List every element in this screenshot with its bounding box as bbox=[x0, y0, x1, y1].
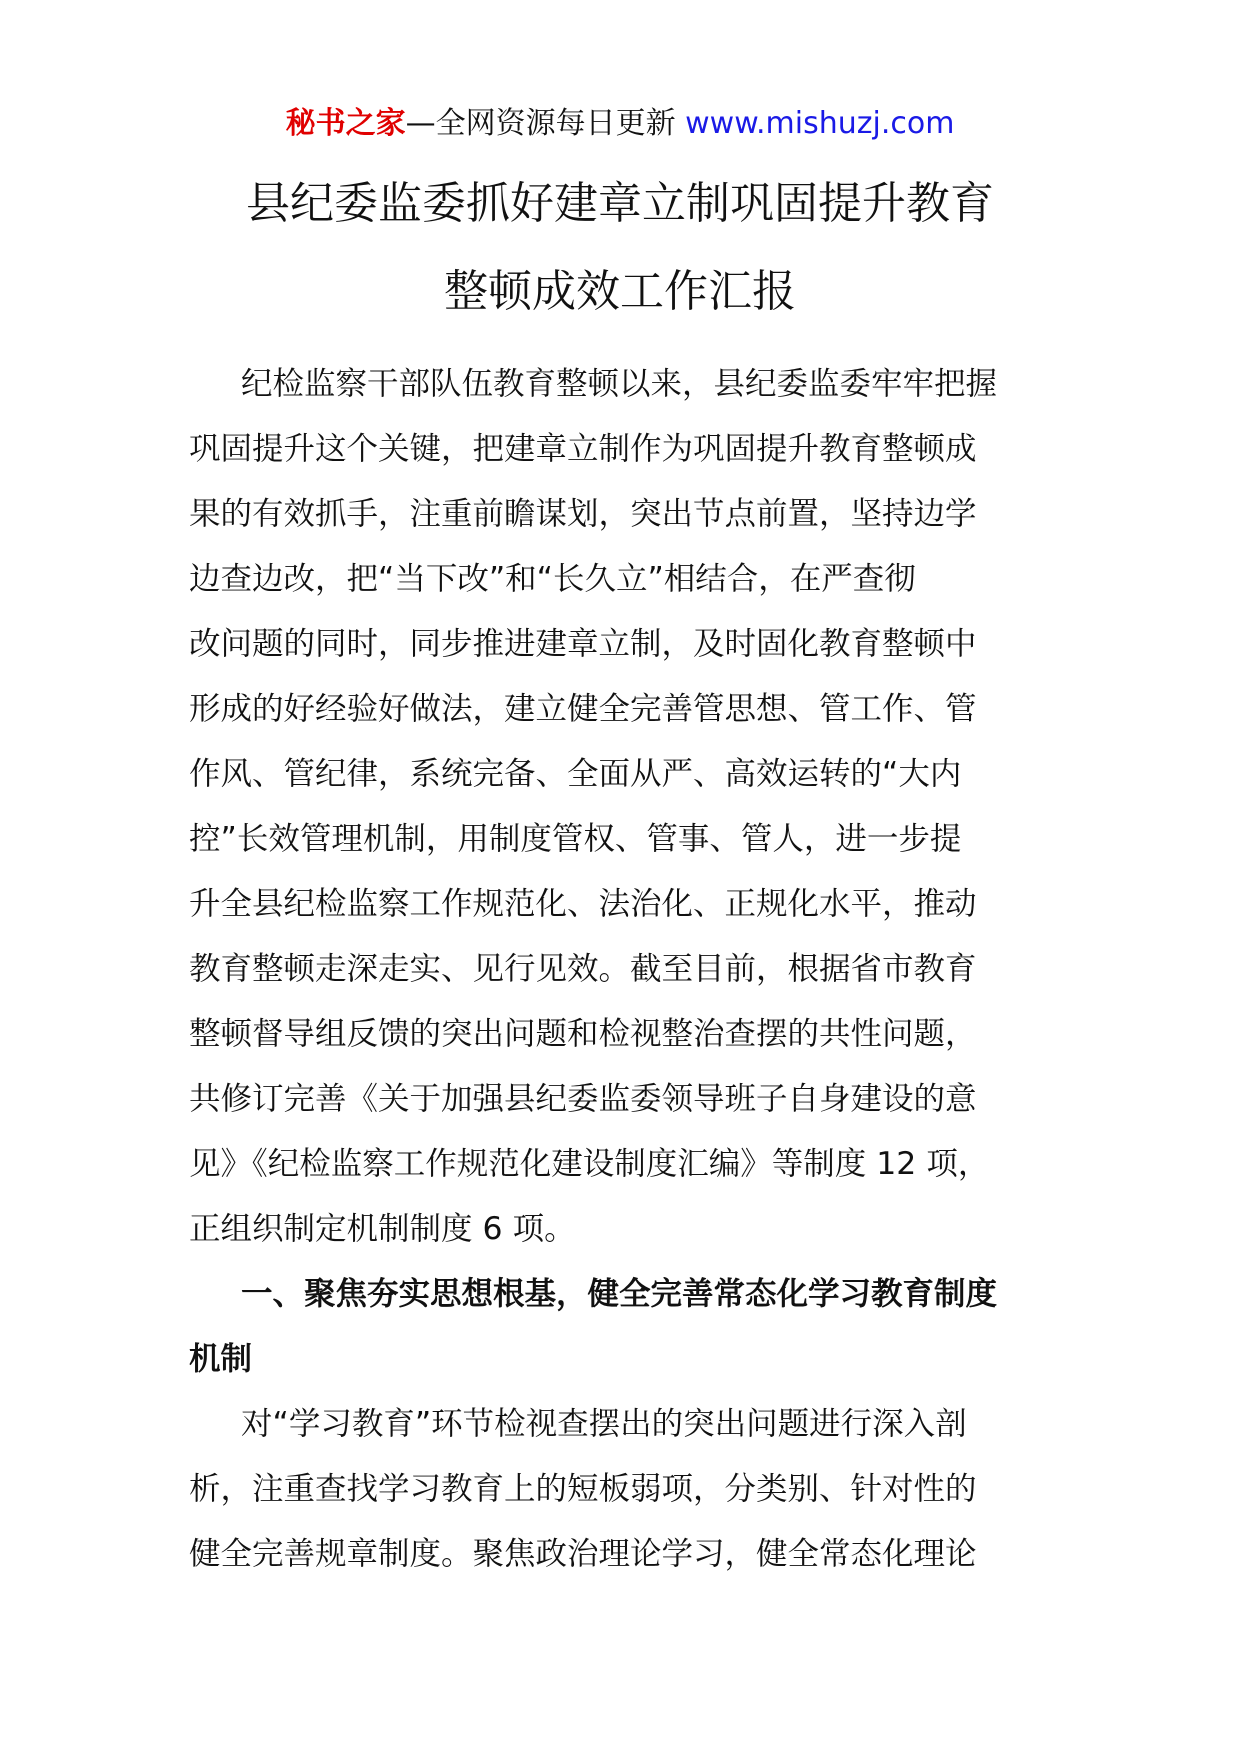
text-line: 升全县纪检监察工作规范化、法治化、正规化水平，推动 bbox=[189, 886, 977, 922]
text-line: 正组织制定机制制度 6 项。 bbox=[189, 1211, 576, 1247]
heading-line: 一、聚焦夯实思想根基，健全完善常态化学习教育制度 bbox=[241, 1276, 998, 1312]
section-heading bbox=[189, 1262, 1059, 1392]
text-line: 见》《纪检监察工作规范化建设制度汇编》等制度 12 项， bbox=[189, 1146, 990, 1182]
document-title bbox=[0, 160, 1240, 336]
site-tagline: —全网资源每日更新 bbox=[405, 106, 676, 141]
text-line: 健全完善规章制度。聚焦政治理论学习，健全常态化理论 bbox=[189, 1536, 977, 1572]
text-line: 形成的好经验好做法，建立健全完善管思想、管工作、管 bbox=[189, 691, 977, 727]
site-url-link[interactable]: www.mishuzj.com bbox=[685, 106, 955, 141]
paragraph-intro bbox=[189, 352, 1059, 1262]
text-line: 析，注重查找学习教育上的短板弱项，分类别、针对性的 bbox=[189, 1471, 977, 1507]
text-line: 果的有效抓手，注重前瞻谋划，突出节点前置，坚持边学 bbox=[189, 496, 977, 532]
title-line-1: 县纪委监委抓好建章立制巩固提升教育 bbox=[246, 178, 994, 229]
text-line: 作风、管纪律，系统完备、全面从严、高效运转的“大内 bbox=[189, 756, 962, 792]
text-line: 教育整顿走深走实、见行见效。截至目前，根据省市教育 bbox=[189, 951, 977, 987]
site-name: 秘书之家 bbox=[285, 106, 406, 141]
heading-line: 机制 bbox=[189, 1341, 253, 1377]
text-line: 边查边改，把“当下改”和“长久立”相结合，在严查彻 bbox=[189, 561, 916, 597]
text-line: 对“学习教育”环节检视查摆出的突出问题进行深入剖 bbox=[241, 1406, 967, 1442]
text-line: 控”长效管理机制，用制度管权、管事、管人，进一步提 bbox=[189, 821, 962, 857]
paragraph-study bbox=[189, 1392, 1059, 1587]
document-body bbox=[189, 352, 1059, 1587]
text-line: 整顿督导组反馈的突出问题和检视整治查摆的共性问题， bbox=[189, 1016, 977, 1052]
text-line: 改问题的同时，同步推进建章立制，及时固化教育整顿中 bbox=[189, 626, 977, 662]
title-line-2: 整顿成效工作汇报 bbox=[444, 266, 796, 317]
text-line: 共修订完善《关于加强县纪委监委领导班子自身建设的意 bbox=[189, 1081, 977, 1117]
text-line: 巩固提升这个关键，把建章立制作为巩固提升教育整顿成 bbox=[189, 431, 977, 467]
site-banner bbox=[0, 104, 1240, 144]
text-line: 纪检监察干部队伍教育整顿以来，县纪委监委牢牢把握 bbox=[241, 366, 998, 402]
